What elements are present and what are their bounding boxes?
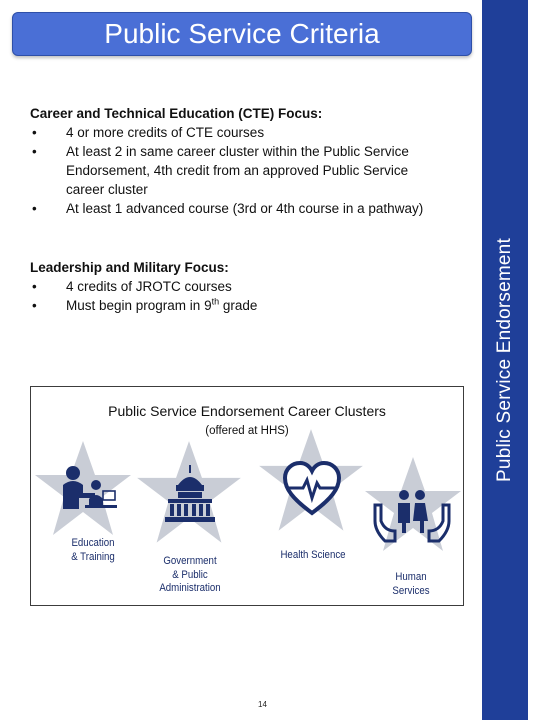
cte-heading: Career and Technical Education (CTE) Focus: [30,106,323,121]
list-item: • 4 or more credits of CTE courses [30,123,450,142]
clusters-heading: Public Service Endorsement Career Clusters [108,403,386,419]
career-clusters-panel [30,386,464,606]
cte-section [30,104,450,218]
capitol-building-icon [165,465,215,523]
cluster-label-government: Government & Public Administration [159,555,221,594]
hands-people-icon [371,487,453,543]
cluster-label-human: Human Services [392,571,430,597]
list-item: • 4 credits of JROTC courses [30,277,450,296]
leadership-heading: Leadership and Military Focus: [30,260,229,275]
list-item-grade [30,296,450,315]
title-banner [12,12,472,56]
cluster-label-health: Health Science [280,549,346,561]
grade-text: Must begin program in 9th grade [66,296,258,313]
leadership-list [30,277,450,315]
leadership-section [30,258,450,315]
list-item: • At least 2 in same career cluster within the Public Service Endorsement, 4th credit from an approved Public Service career cluster [30,142,450,199]
list-item: • At least 1 advanced course (3rd or 4th course in a pathway) [30,199,450,218]
ordinal-suffix: th [211,296,220,307]
clusters-subheading: (offered at HHS) [205,425,289,437]
side-banner-label: Public Service Endorsement [494,238,515,482]
page-number: 14 [258,700,267,709]
cte-list [30,123,450,218]
heart-pulse-icon [283,461,341,517]
cluster-label-education: Education & Training [71,537,115,563]
page-title: Public Service Criteria [104,18,380,49]
teacher-student-icon [61,465,117,511]
